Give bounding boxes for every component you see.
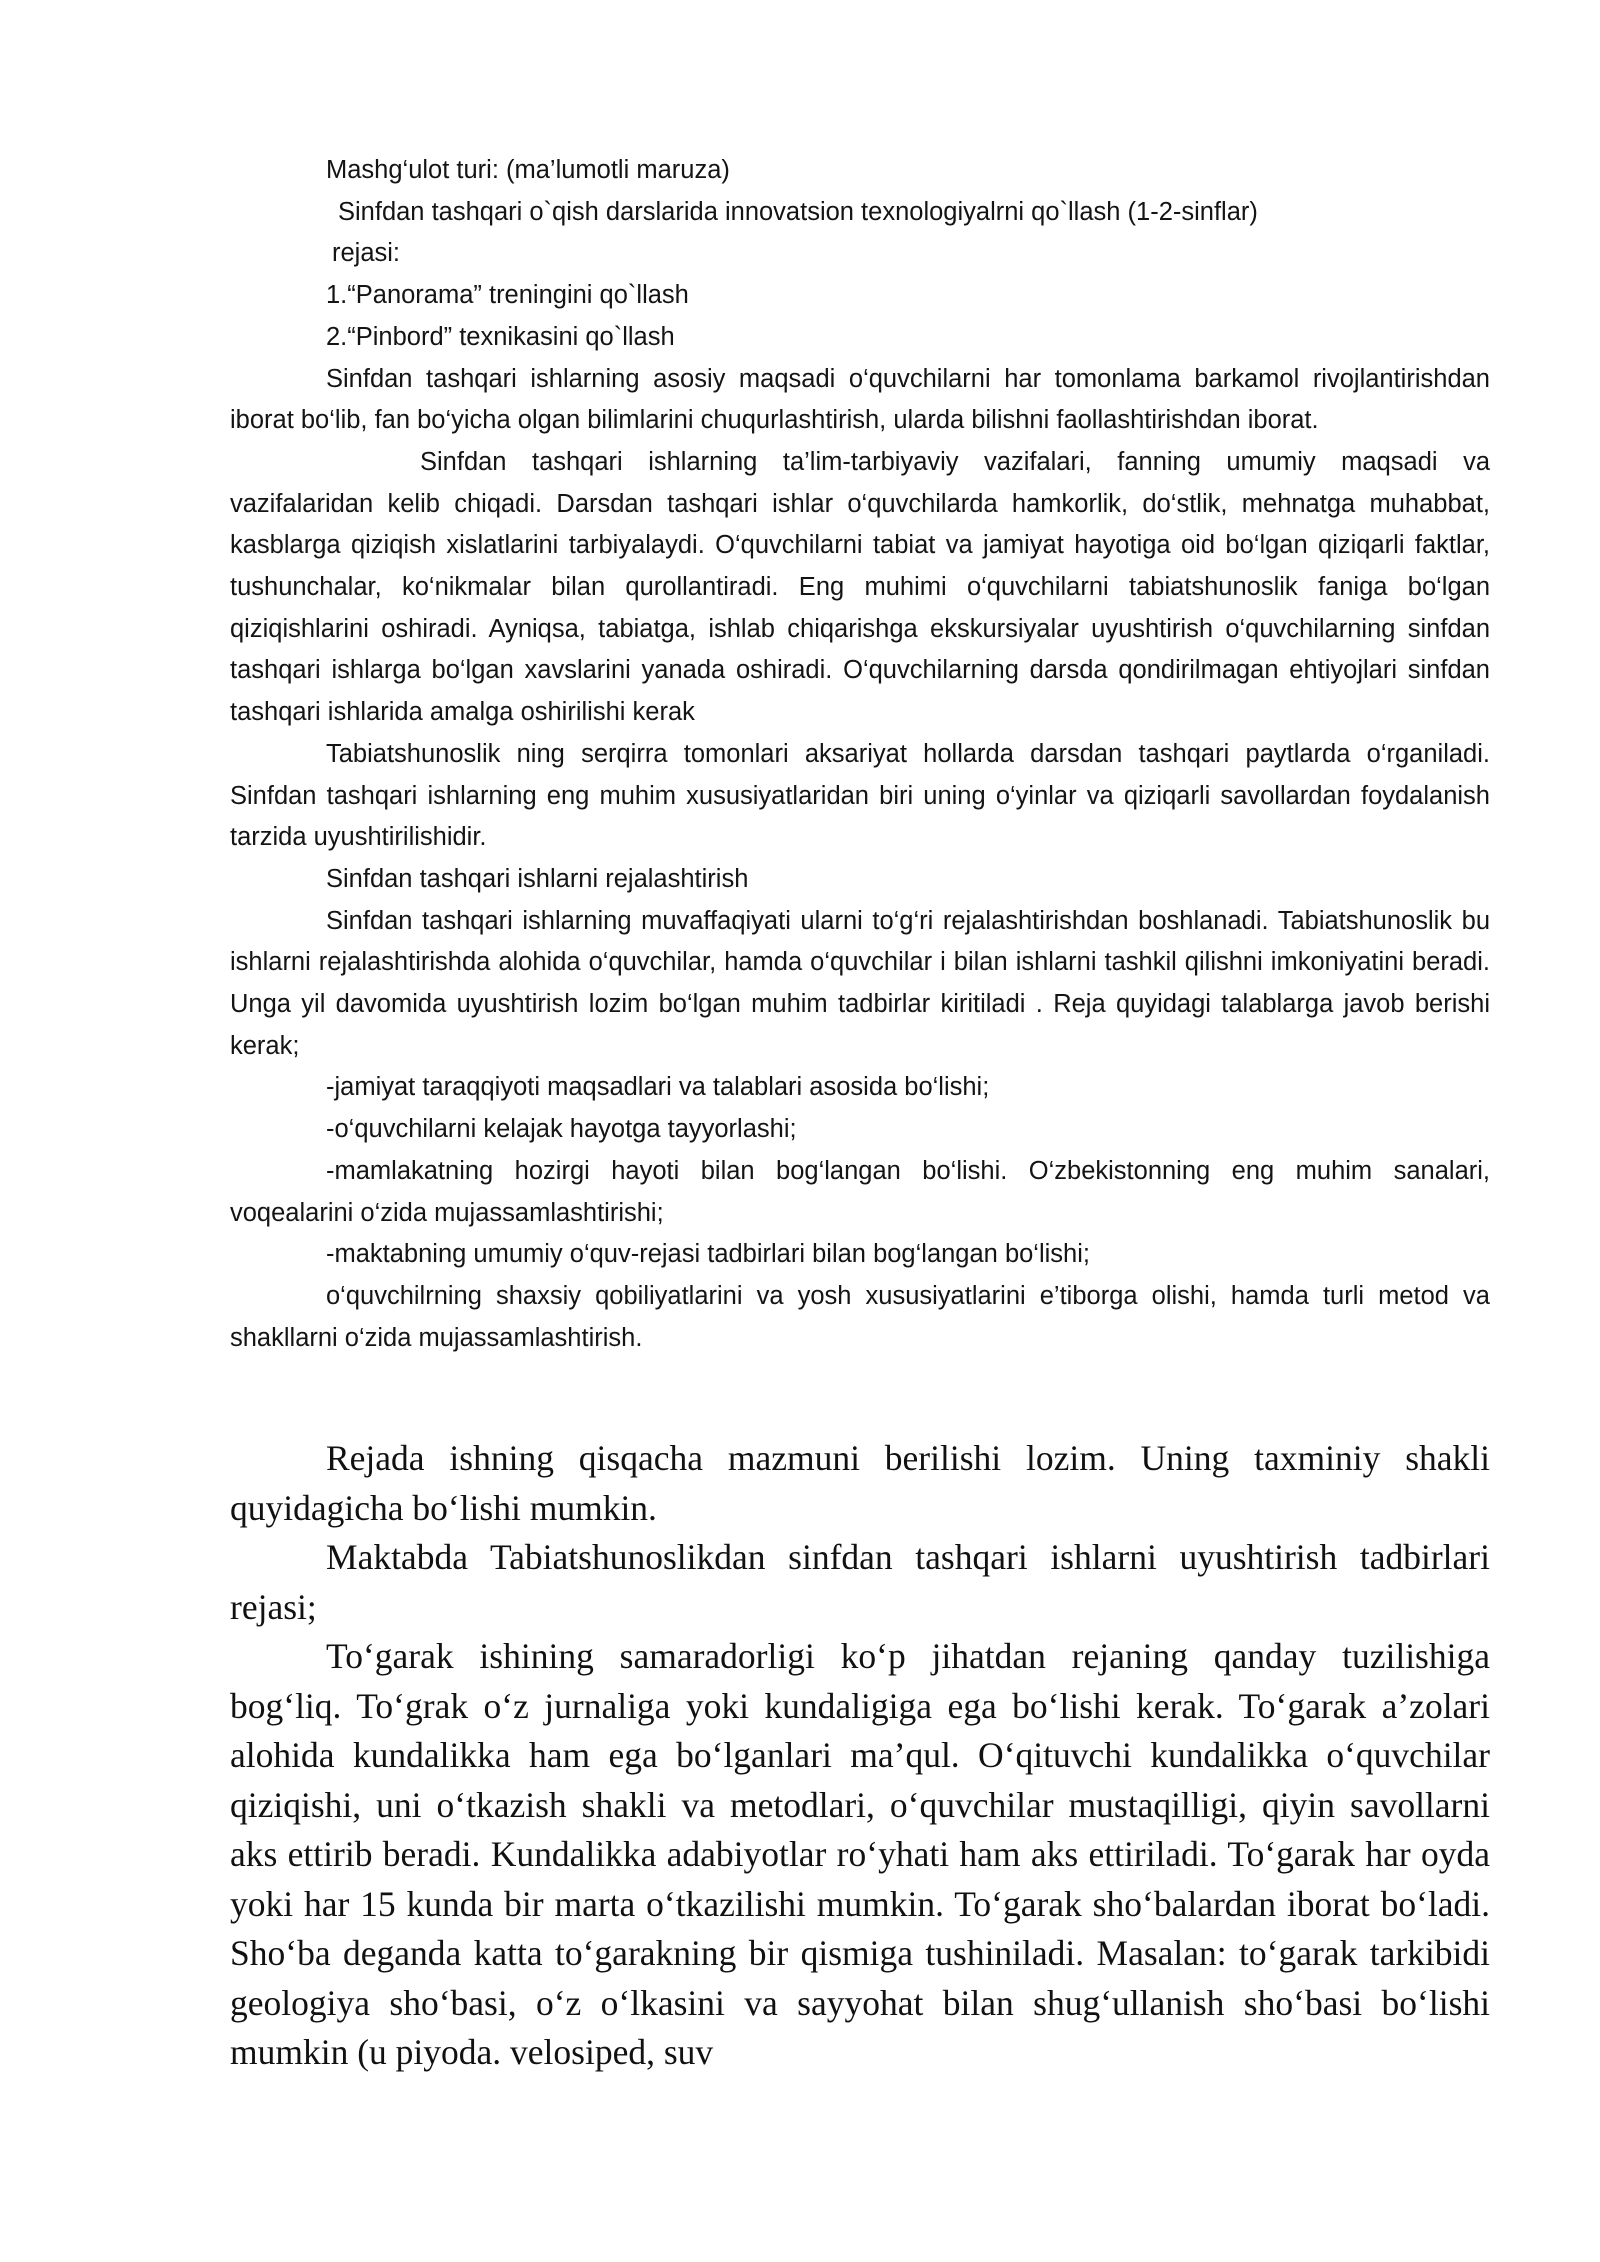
- plan-item-2: 2.“Pinbord” texnikasini qo`llash: [326, 322, 675, 351]
- section-heading-planning: Sinfdan tashqari ishlarni rejalashtirish: [326, 864, 749, 893]
- requirement-item-1: -jamiyat taraqqiyoti maqsadlari va talablari asosida bo‘lishi;: [326, 1073, 990, 1102]
- plan-item-1: 1.“Panorama” treningini qo`llash: [326, 281, 689, 310]
- document-body-sans: [230, 150, 1490, 1359]
- requirement-item-3: -mamlakatning hozirgi hayoti bilan bog‘langan bo‘lishi. O‘zbekistonning eng muhim sanalari, voqealarini o‘zida mujassamlashtirishi;: [230, 1156, 1490, 1227]
- document-body-serif: [230, 1434, 1490, 2078]
- paragraph-plan-title: Maktabda Tabiatshunoslikdan sinfdan tashqari ishlarni uyushtirish tadbirlari rejasi;: [230, 1537, 1490, 1627]
- paragraph-features: Tabiatshunoslik ning serqirra tomonlari aksariyat hollarda darsdan tashqari paytlarda o‘rganiladi. Sinfdan tashqari ishlarning eng muhim xususiyatlaridan biri uning o‘yinlar va qiziqarli savollardan foydalanish tarzida uyushtirilishidir.: [230, 739, 1490, 852]
- requirement-item-5: o‘quvchilrning shaxsiy qobiliyatlarini va yosh xususiyatlarini e’tiborga olishi, hamda turli metod va shakllarni o‘zida mujassamlashtirish.: [230, 1281, 1490, 1352]
- paragraph-main-goal: Sinfdan tashqari ishlarning asosiy maqsadi o‘quvchilarni har tomonlama barkamol rivojlantirishdan iborat bo‘lib, fan bo‘yicha olgan bilimlarini chuqurlashtirish, ularda bilishni faollashtirishdan iborat.: [230, 364, 1490, 435]
- requirement-item-4: -maktabning umumiy o‘quv-rejasi tadbirlari bilan bog‘langan bo‘lishi;: [326, 1240, 1090, 1269]
- paragraph-planning: Sinfdan tashqari ishlarning muvaffaqiyati ularni to‘g‘ri rejalashtirishdan boshlanadi. Tabiatshunoslik bu ishlarni rejalashtirishda alohida o‘quvchilar, hamda o‘quvchilar i bilan ishlarni tashkil qilishni imkoniyatini beradi. Unga yil davomida uyushtirish lozim bo‘lgan muhim tadbirlar kiritiladi . Reja quyidagi talablarga javob berishi kerak;: [230, 906, 1490, 1060]
- plan-heading: rejasi:: [332, 239, 401, 268]
- lesson-topic-line: Sinfdan tashqari o`qish darslarida innovatsion texnologiyalrni qo`llash (1-2-sinflar): [338, 197, 1258, 226]
- requirement-item-2: -o‘quvchilarni kelajak hayotga tayyorlashi;: [326, 1115, 797, 1144]
- paragraph-plan-summary: Rejada ishning qisqacha mazmuni berilishi lozim. Uning taxminiy shakli quyidagicha bo‘lishi mumkin.: [230, 1438, 1490, 1528]
- paragraph-tasks: Sinfdan tashqari ishlarning ta’lim-tarbiyaviy vazifalari, fanning umumiy maqsadi va vazifalaridan kelib chiqadi. Darsdan tashqari ishlar o‘quvchilarda hamkorlik, do‘stlik, mehnatga muhabbat, kasblarga qiziqish xislatlarini tarbiyalaydi. O‘quvchilarni tabiat va jamiyat hayotiga oid bo‘lgan qiziqarli faktlar, tushunchalar, ko‘nikmalar bilan qurollantiradi. Eng muhimi o‘quvchilarni tabiatshunoslik faniga bo‘lgan qiziqishlarini oshiradi. Ayniqsa, tabiatga, ishlab chiqarishga ekskursiyalar uyushtirish o‘quvchilarning sinfdan tashqari ishlarga bo‘lgan xavslarini yanada oshiradi. O‘quvchilarning darsda qondirilmagan ehtiyojlari sinfdan tashqari ishlarida amalga oshirilishi kerak: [230, 447, 1490, 727]
- session-type-line: Mashg‘ulot turi: (ma’lumotli maruza): [326, 156, 730, 184]
- paragraph-club-work: To‘garak ishining samaradorligi ko‘p jihatdan rejaning qanday tuzilishiga bog‘liq. To‘grak o‘z jurnaliga yoki kundaligiga ega bo‘lishi kerak. To‘garak a’zolari alohida kundalikka ham ega bo‘lganlari ma’qul. O‘qituvchi kundalikka o‘quvchilar qiziqishi, uni o‘tkazish shakli va metodlari, o‘quvchilar mustaqilligi, qiyin savollarni aks ettirib beradi. Kundalikka adabiyotlar ro‘yhati ham aks ettiriladi. To‘garak har oyda yoki har 15 kunda bir marta o‘tkazilishi mumkin. To‘garak sho‘balardan iborat bo‘ladi. Sho‘ba deganda katta to‘garakning bir qismiga tushiniladi. Masalan: to‘garak tarkibidi geologiya sho‘basi, o‘z o‘lkasini va sayyohat bilan shug‘ullanish sho‘basi bo‘lishi mumkin (u piyoda. velosiped, suv: [230, 1636, 1490, 2072]
